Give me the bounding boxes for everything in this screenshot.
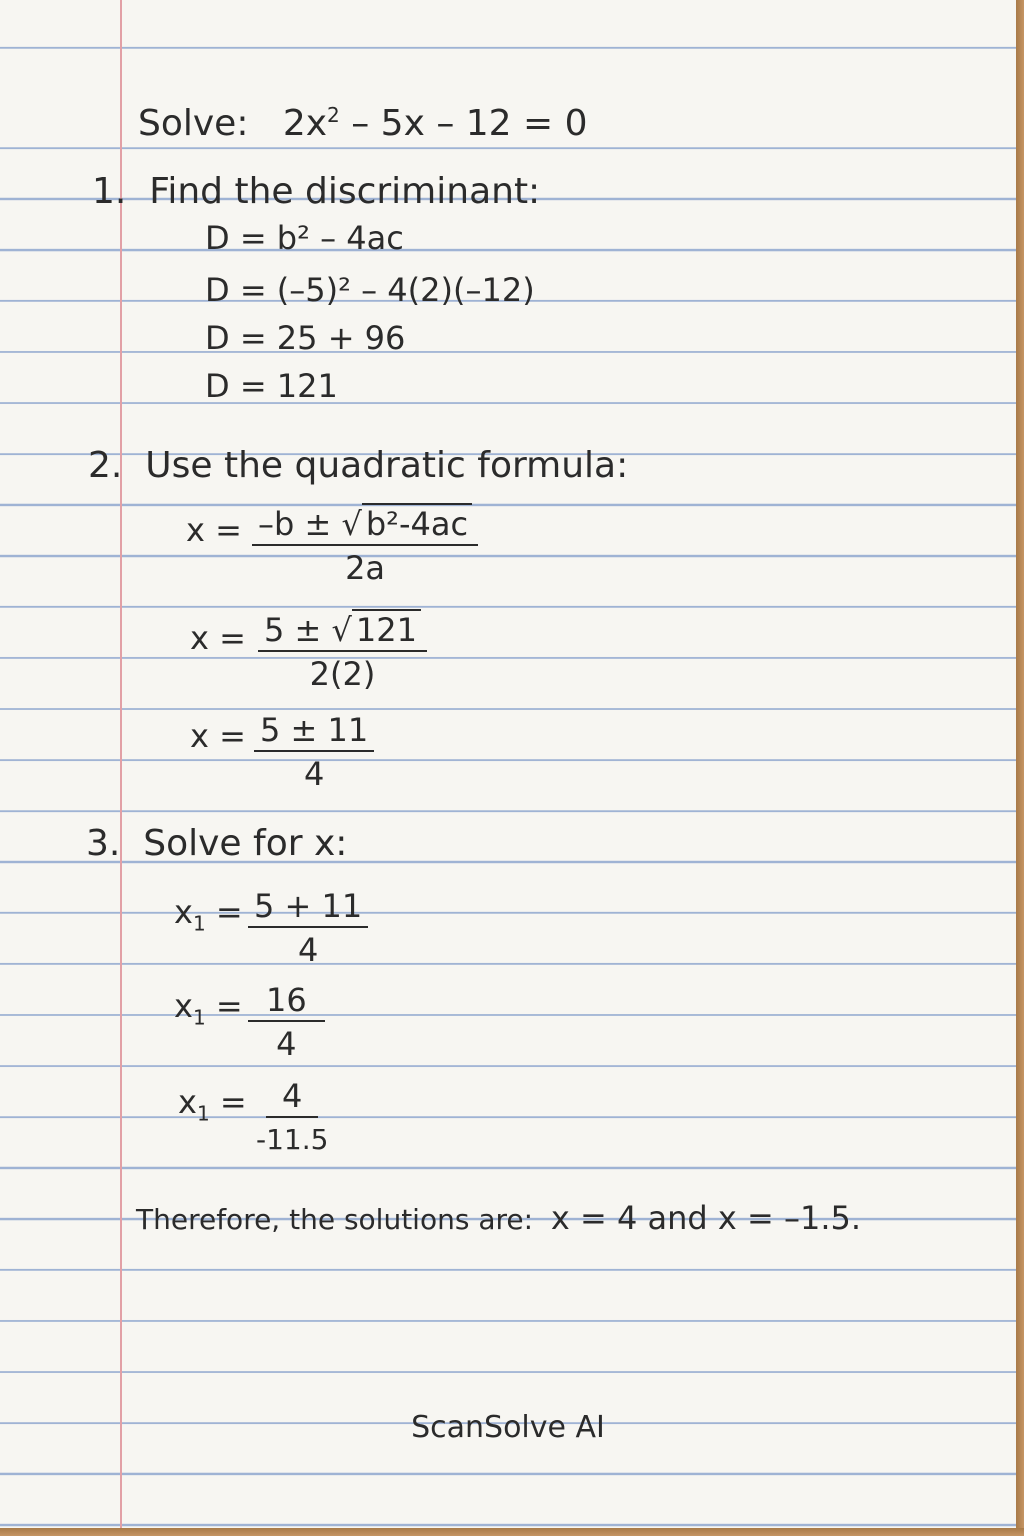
simplified-fraction <box>254 710 374 794</box>
sub1-num-prefix: 5 ± <box>264 611 332 649</box>
quadratic-formula-denominator: 2a <box>345 549 386 587</box>
step1-line-2: D = (–5)² – 4(2)(–12) <box>205 271 535 309</box>
footer-brand: ScanSolve AI <box>411 1410 605 1445</box>
x1-lhs-3: $x_1$ = <box>178 1083 247 1126</box>
formula-num-prefix: –b ± <box>258 505 342 543</box>
x1-fraction-3 <box>256 1076 328 1160</box>
quadratic-formula-numerator: –b ± √ b²-4ac <box>252 504 478 546</box>
quadratic-formula-fraction <box>252 504 478 588</box>
substitution-numerator: 5 ± √ 121 <box>258 610 427 652</box>
step2-number: 2. <box>88 445 123 486</box>
step3-title: Solve for x: <box>143 823 348 864</box>
simplified-numerator: 5 ± 11 <box>254 710 374 752</box>
problem-statement <box>138 104 588 144</box>
step3-heading <box>86 824 347 864</box>
x1-subscript: 1 <box>196 1101 210 1126</box>
x1-numerator-1: 5 + 11 <box>248 886 368 928</box>
problem-label: Solve: <box>138 103 249 144</box>
substitution-fraction <box>258 610 427 694</box>
formula-radical: b²-4ac <box>362 503 472 543</box>
x1-denominator-3: -11.5 <box>256 1123 329 1156</box>
equation-left: 2x <box>282 103 328 144</box>
margin-line <box>120 0 122 1528</box>
sub1-lhs: x = <box>190 619 246 657</box>
x1-lhs-2: $x_1$ = <box>174 987 243 1030</box>
step1-heading <box>92 172 540 212</box>
x1-subscript: 1 <box>192 911 206 936</box>
formula-lhs: x = <box>186 511 242 549</box>
step1-title: Find the discriminant: <box>149 171 541 212</box>
x1-var: x <box>174 987 193 1025</box>
desk-edge-bottom <box>0 1528 1024 1536</box>
step1-line-3: D = 25 + 96 <box>205 319 406 357</box>
x1-numerator-3: 4 <box>266 1076 318 1118</box>
x1-numerator-2: 16 <box>248 980 325 1022</box>
step1-line-1: D = b² – 4ac <box>205 219 404 257</box>
conclusion-text: Therefore, the solutions are: <box>136 1203 534 1236</box>
x1-fraction-2 <box>248 980 325 1064</box>
equation-right: – 5x – 12 = 0 <box>351 103 588 144</box>
simplified-denominator: 4 <box>303 755 325 793</box>
x1-var: x <box>174 893 193 931</box>
x1-var: x <box>178 1083 197 1121</box>
desk-edge-right <box>1016 0 1024 1536</box>
conclusion <box>136 1198 861 1240</box>
conclusion-answer: x = 4 and x = –1.5. <box>550 1199 862 1237</box>
sub2-lhs: x = <box>190 717 246 755</box>
step2-heading <box>88 446 628 486</box>
step1-line-4: D = 121 <box>205 367 338 405</box>
sub1-radical: 121 <box>352 609 421 649</box>
step3-number: 3. <box>86 823 121 864</box>
x1-subscript: 1 <box>192 1005 206 1030</box>
x1-lhs-1: $x_1$ = <box>174 893 243 936</box>
equation-exponent: 2 <box>327 103 340 127</box>
x1-denominator-2: 4 <box>276 1025 297 1063</box>
step1-number: 1. <box>92 171 127 212</box>
x1-fraction-1 <box>248 886 368 970</box>
x1-denominator-1: 4 <box>297 931 319 969</box>
substitution-denominator: 2(2) <box>309 655 376 693</box>
step2-title: Use the quadratic formula: <box>145 445 629 486</box>
